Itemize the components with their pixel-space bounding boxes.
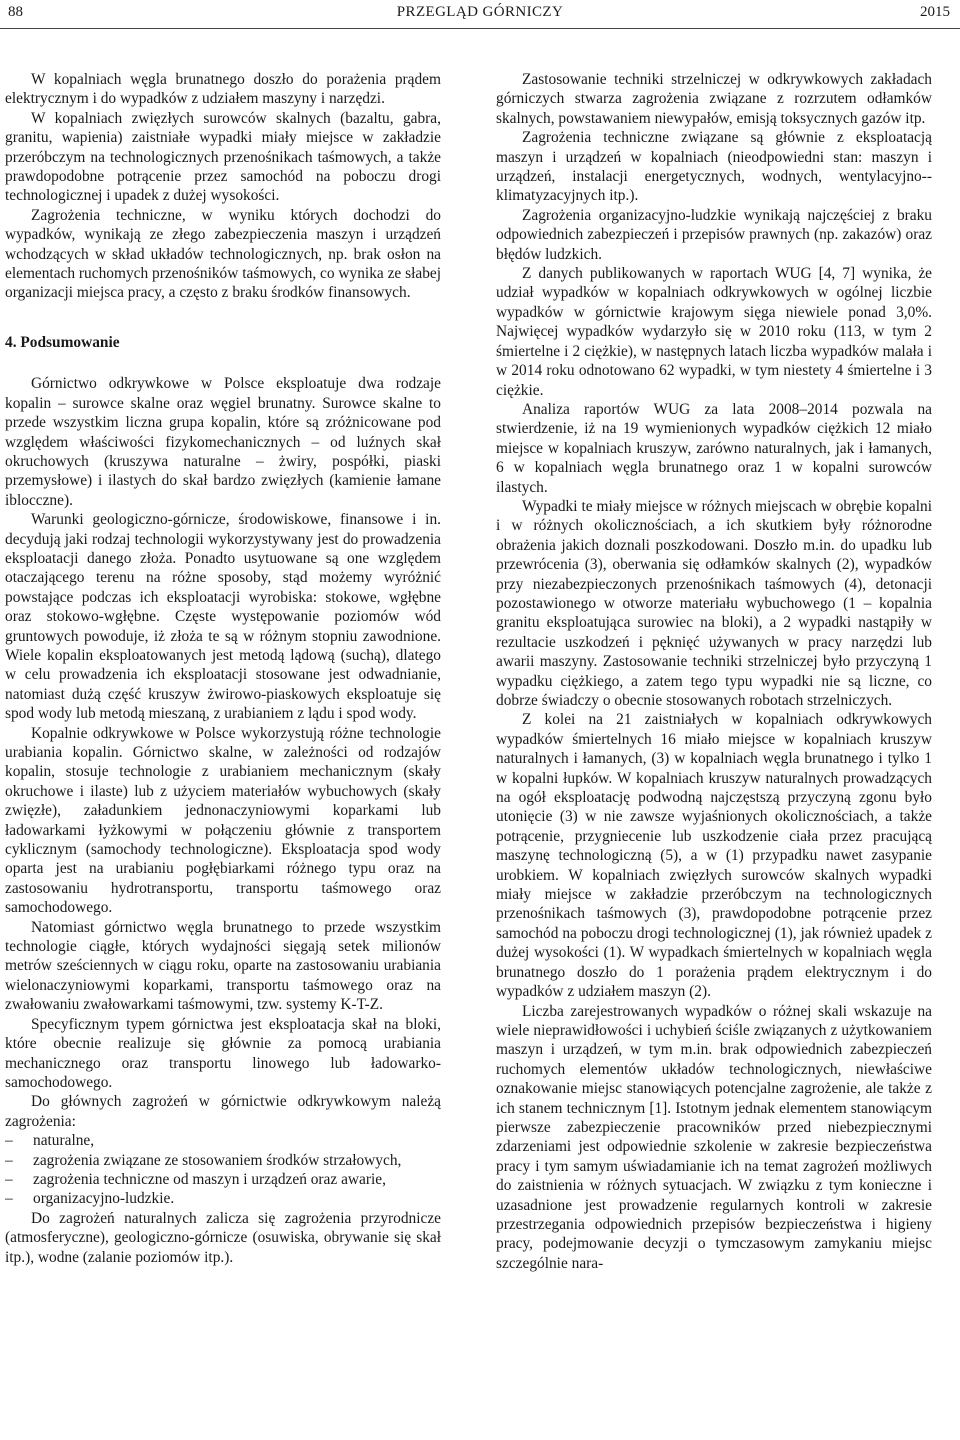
paragraph: Specyficznym typem górnictwa jest eksploatacja skał na bloki, które obecnie realizuje się głównie za pomocą urabiania mechanicznego oraz transportu linowego lub ładowarko-samochodowego. <box>5 1015 441 1091</box>
list-item: – zagrożenia techniczne od maszyn i urządzeń oraz awarie, <box>5 1170 441 1189</box>
publication-year: 2015 <box>920 4 950 20</box>
list-item: – naturalne, <box>5 1131 441 1150</box>
paragraph: Z danych publikowanych w raportach WUG [4, 7] wynika, że udział wypadków w kopalniach odkrywkowych w ogólnej liczbie wypadków w górnictwie krajowym sięga niewiele ponad 3,0%. Najwięcej wypadków wydarzyło się w 2010 roku (113, w tym 2 śmiertelne i 2 ciężkie), w następnych latach liczba wypadków malała i w 2014 roku odnotowano 62 wypadki, w tym niestety 4 śmiertelne i 3 ciężkie. <box>496 265 932 399</box>
paragraph: Z kolei na 21 zaistniałych w kopalniach odkrywkowych wypadków śmiertelnych 16 miało miejsce w kopalniach kruszyw naturalnych i łamanych, (3) w kopalniach węgla brunatnego i tylko 1 w kopalni łupków. W kopalniach kruszyw naturalnych prowadzących na ogół eksploatację podwodną najczęstszą przyczyną zgonu było utonięcie (3) w nie zawsze wyjaśnionych okolicznościach, a także potrącenie, przygniecenie lub uszkodzenie ciała przez pracującą maszynę technologiczną (5), a w (1) przypadku nawet zasypanie urobkiem. W kopalniach zwięzłych surowców skalnych wypadki miały miejsce w zakładzie przeróbczym na technologicznych przenośnikach taśmowych (3), prawdopodobne potrącenie przez samochód na poboczu drogi technologicznej (1), jak również upadek z dużej wysokości (1). W wypadkach śmiertelnych w kopalniach węgla brunatnego doszło do 1 porażenia prądem elektrycznym i do wypadków z udziałem maszyn (2). <box>496 711 932 1001</box>
paragraph: W kopalniach zwięzłych surowców skalnych (bazaltu, gabra, granitu, wapienia) zaistniałe wypadki miały miejsce w zakładzie przeróbczym na technologicznych przenośnikach taśmowych, a także prawdopodobne potrącenie przez samochód na poboczu drogi technologicznej i upadek z dużej wysokości. <box>5 109 441 205</box>
running-header <box>0 0 960 29</box>
paragraph: Analiza raportów WUG za lata 2008–2014 pozwala na stwierdzenie, iż na 19 wymienionych wypadków ciężkich 12 miało miejsce w kopalniach kruszyw, zarówno naturalnych, jak i łamanych, 6 w kopalniach węgla brunatnego oraz 1 w kopalni surowców ilastych. <box>496 400 932 496</box>
journal-title: PRZEGLĄD GÓRNICZY <box>396 4 564 20</box>
right-column <box>496 70 932 1436</box>
hazard-list <box>5 1131 441 1209</box>
list-item: – zagrożenia związane ze stosowaniem środków strzałowych, <box>5 1151 441 1170</box>
paragraph: Zastosowanie techniki strzelniczej w odkrywkowych zakładach górniczych stwarza zagrożenia związane z rozrzutem odłamków skalnych, powstawaniem niewypałów, emisją toksycznych gazów itp. <box>496 71 932 127</box>
paragraph: Kopalnie odkrywkowe w Polsce wykorzystują różne technologie urabiania kopalin. Górnictwo skalne, w zależności od rodzajów kopalin, stosuje technologie z urabianiem mechanicznym (skały okruchowe i ilaste) lub z użyciem materiałów wybuchowych (skały zwięzłe), załadunkiem jednonaczyniowymi koparkami lub ładowarkami łyżkowymi w połączeniu głównie z transportem cyklicznym (samochody technologiczne). Eksploatacja spod wody oparta jest na urabianiu pogłębiarkami różnego typu oraz na zastosowaniu hydrotransportu, transportu taśmowego oraz samochodowego. <box>5 724 441 917</box>
paragraph: Zagrożenia techniczne, w wyniku których dochodzi do wypadków, wynikają ze złego zabezpieczenia maszyn i urządzeń wchodzących w skład układów technologicznych, np. brak osłon na elementach ruchomych przenośników taśmowych, co wynika ze słabej organizacji miejsca pracy, a często z braku środków finansowych. <box>5 206 441 302</box>
left-column <box>5 70 441 1436</box>
paragraph: Górnictwo odkrywkowe w Polsce eksploatuje dwa rodzaje kopalin – surowce skalne oraz węgiel brunatny. Surowce skalne to przede wszystkim liczna grupa kopalin, które są zróżnicowane pod względem właściwości fizykomechanicznych – od luźnych skał okruchowych (kruszywa naturalne – żwiry, pospółki, piaski przemysłowe) i ilastych do skał bardzo zwięzłych (kamienie łamane iblocczne). <box>5 375 441 509</box>
paragraph: Do zagrożeń naturalnych zalicza się zagrożenia przyrodnicze (atmosferyczne), geologiczno-górnicze (osuwiska, obrywanie się skał itp.), wodne (zalanie poziomów itp.). <box>5 1209 441 1266</box>
paragraph: Do głównych zagrożeń w górnictwie odkrywkowym należą zagrożenia: <box>5 1093 441 1130</box>
paragraph: Liczba zarejestrowanych wypadków o różnej skali wskazuje na wiele nieprawidłowości i uchybień ściśle związanych z użytkowaniem maszyn i urządzeń, w tym m.in. brak odpowiednich zabezpieczeń ruchomych elementów układów technologicznych, niewłaściwe oznakowanie miejsc stanowiących potencjalne zagrożenie, ale także z ich stanem technicznym [1]. Istotnym jednak elementem stanowiącym pierwsze zabezpieczenie pracowników przed niebezpiecznymi zdarzeniami jest odpowiednie szkolenie w zakresie bezpieczeństwa pracy i tym samym uświadamianie ich na temat zagrożeń możliwych do zaistnienia w różnych sytuacjach. W związku z tym konieczne i uzasadnione jest prowadzenie regularnych kontroli w zakresie przestrzegania odpowiednich przepisów bezpieczeństwa i higieny pracy, podejmowanie decyzji o tymczasowym zamykaniu miejsc szczególnie nara- <box>496 1002 932 1272</box>
paragraph: Warunki geologiczno-górnicze, środowiskowe, finansowe i in. decydują jaki rodzaj technologii wykorzystywany jest do prowadzenia eksploatacji danego złoża. Ponadto usytuowane są one względem otaczającego terenu na różne sposoby, stąd możemy wyróżnić powstające podczas ich eksploatacji wyrobiska: stokowe, wgłębne oraz stokowo-wgłębne. Częste występowanie poziomów wód gruntowych powoduje, iż złoża te są w różnym stopniu zawodnione. Wiele kopalin eksploatowanych jest metodą lądową (suchą), dlatego w celu prowadzenia ich eksploatacji stosowane jest odwadnianie, natomiast dużą część kruszyw żwirowo-piaskowych eksploatuje się spod wody lub metodą mieszaną, z urabianiem z lądu i spod wody. <box>5 511 441 723</box>
section-heading: 4. Podsumowanie <box>5 333 120 351</box>
paragraph: W kopalniach węgla brunatnego doszło do porażenia prądem elektrycznym i do wypadków z udziałem maszyny i narzędzi. <box>5 71 441 108</box>
paragraph: Zagrożenia techniczne związane są głównie z eksploatacją maszyn i urządzeń w kopalniach (nieodpowiedni stan: maszyn i urządzeń, instalacji energetycznych, wodnych, wentylacyjno--klimatyzacyjnych itp.). <box>496 129 932 205</box>
paragraph: Zagrożenia organizacyjno-ludzkie wynikają najczęściej z braku odpowiednich zabezpieczeń i przepisów prawnych (np. zakazów) oraz błędów ludzkich. <box>496 206 932 263</box>
paragraph: Wypadki te miały miejsce w różnych miejscach w obrębie kopalni i w różnych okolicznościach, a ich skutkiem były różnorodne obrażenia jakich doznali poszkodowani. Doszło m.in. do upadku lub przewrócenia (3), oberwania się odłamków skalnych (2), wypadków przy niezabezpieczonych przenośnikach taśmowych (4), detonacji pozostawionego w otworze materiału wybuchowego (1 – kopalnia granitu eksploatująca surowiec na bloki), a 2 wypadki nastąpiły w rezultacie uszkodzeń i pęknięć używanych w pracy narzędzi lub awarii maszyny. Zastosowanie techniki strzelniczej było przyczyną 1 wypadku ciężkiego, a zatem tego typu wypadki nie są liczne, co dobrze świadczy o obecnie stosowanych robotach strzelniczych. <box>496 497 932 709</box>
paragraph: Natomiast górnictwo węgla brunatnego to przede wszystkim technologie ciągłe, których wydajności sięgają setek milionów metrów sześciennych w ciągu roku, oparte na zastosowaniu urabiania wielonaczyniowymi koparkami, transportu taśmowego oraz na zwałowaniu zwałowarkami taśmowymi, tzw. systemy K-T-Z. <box>5 918 441 1014</box>
page-number: 88 <box>8 4 23 20</box>
list-item: – organizacyjno-ludzkie. <box>5 1189 441 1208</box>
